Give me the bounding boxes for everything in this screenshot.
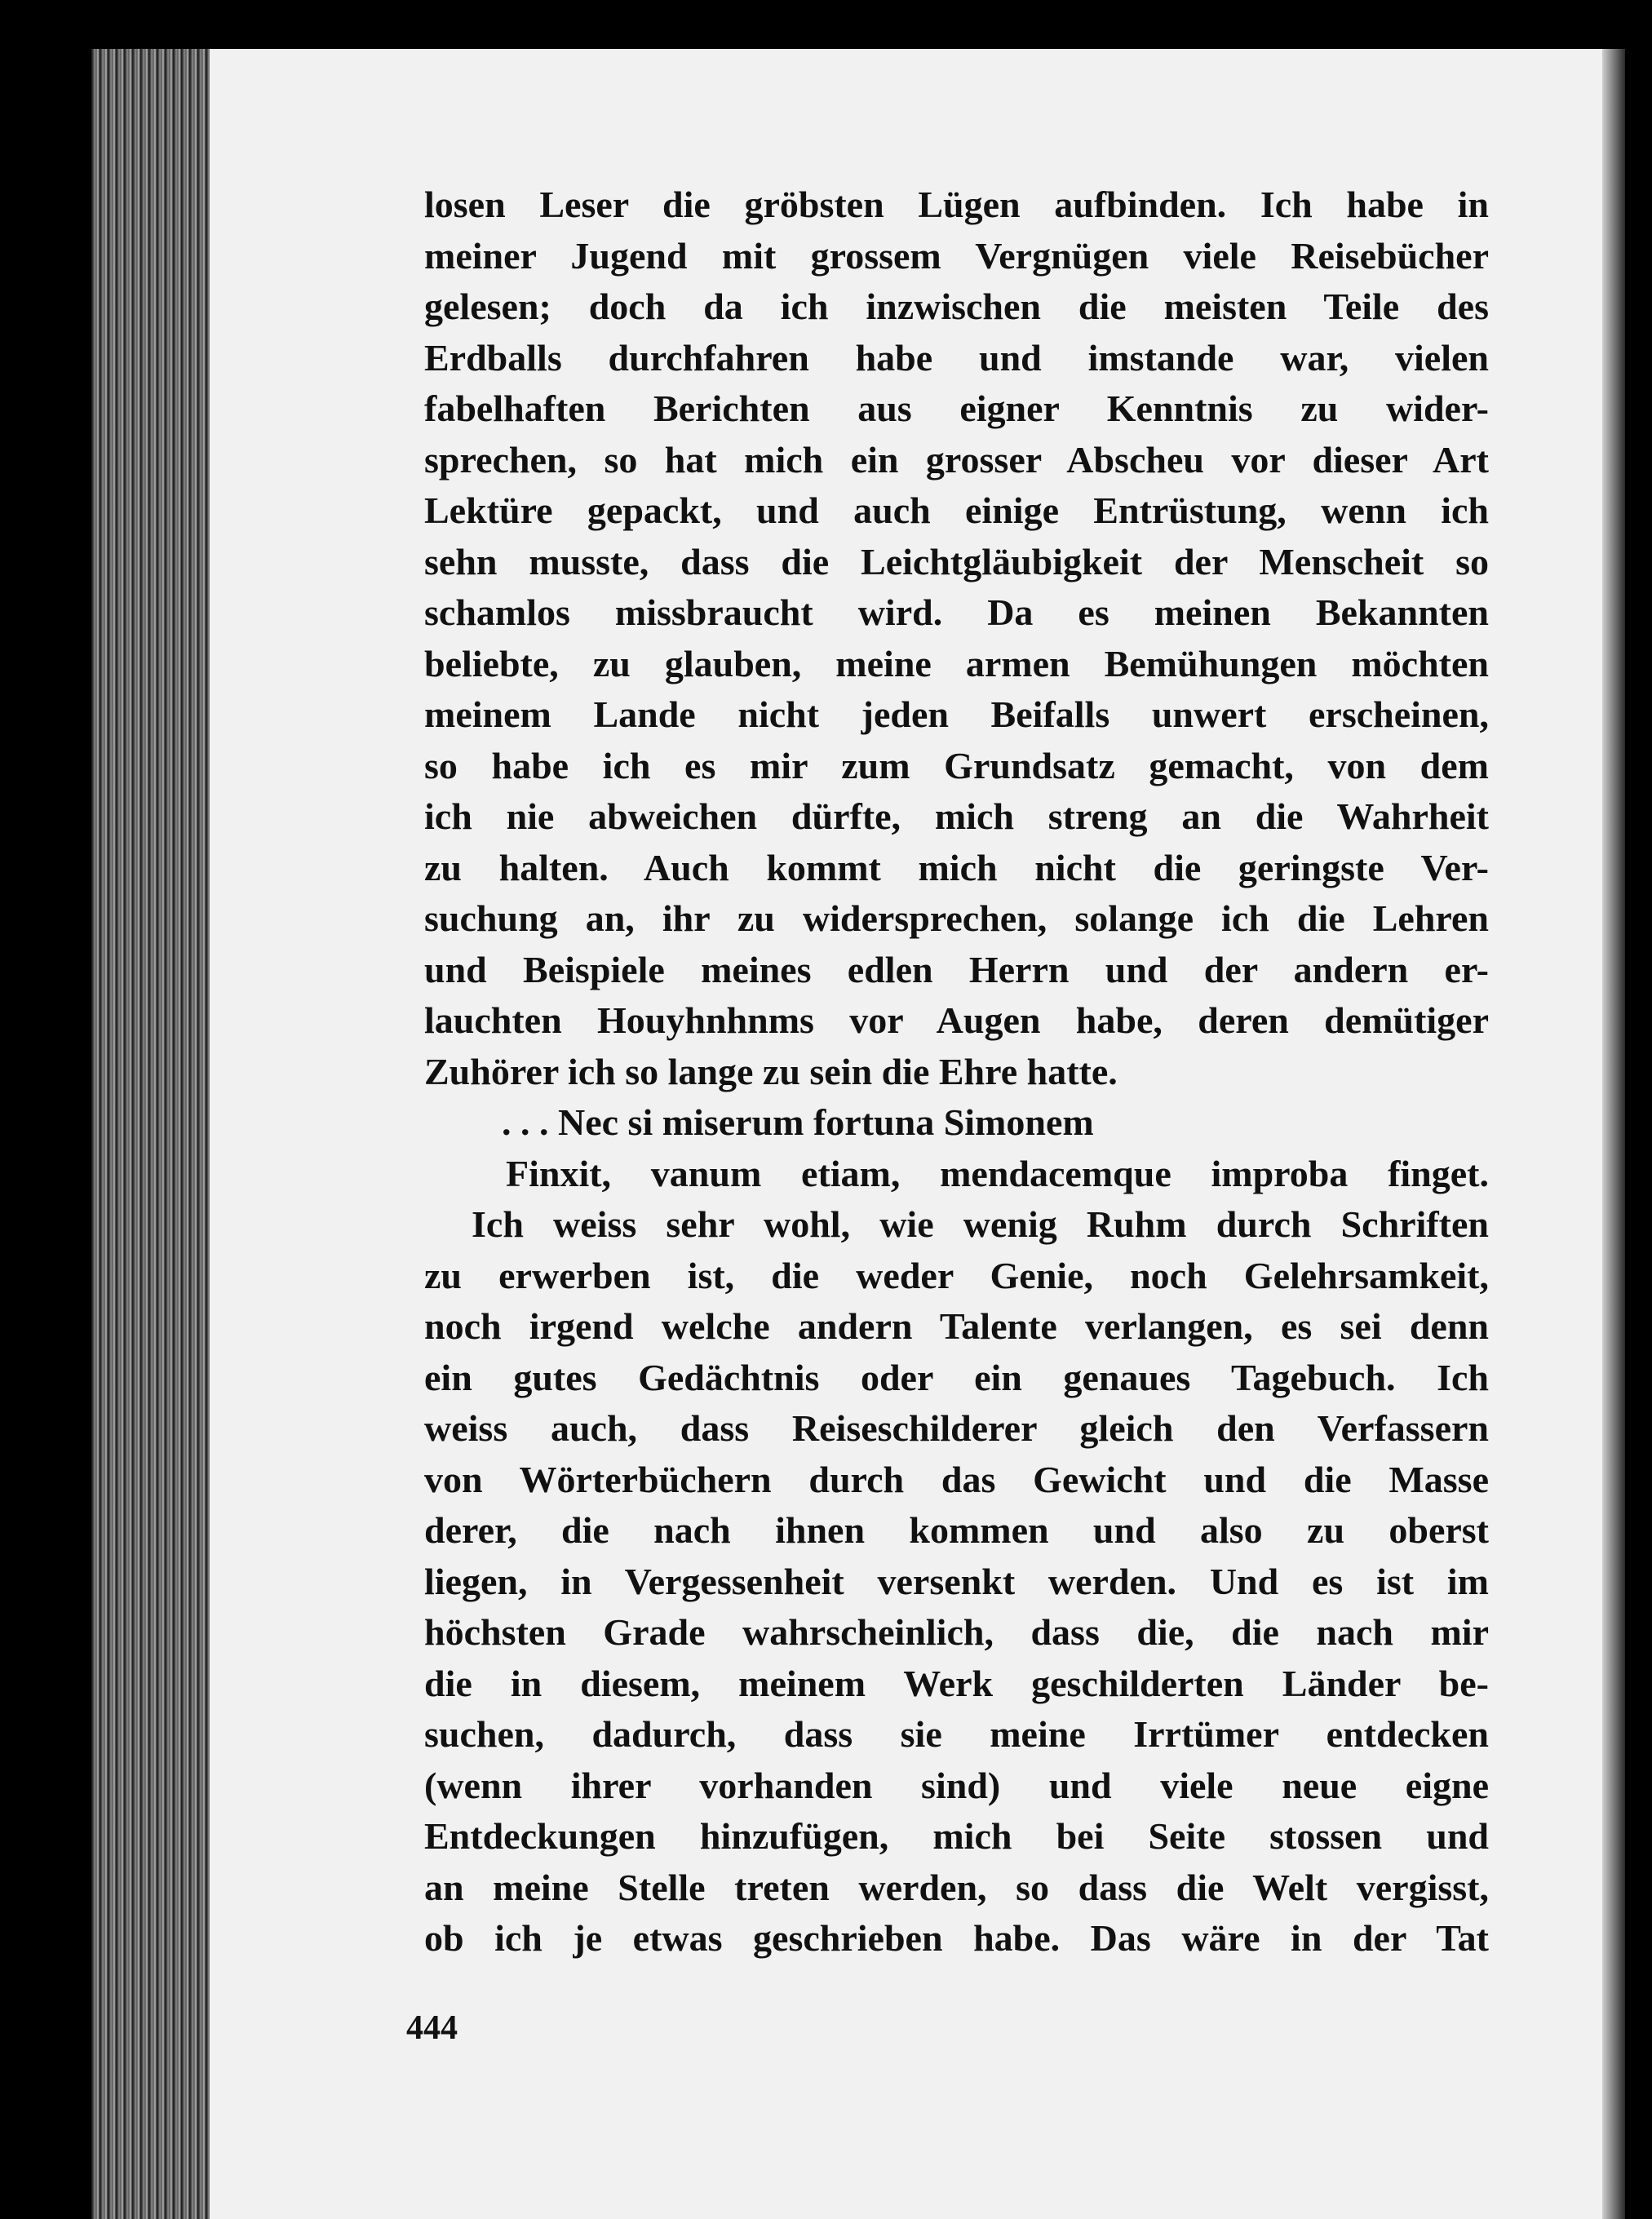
text-line: suchung an, ihr zu widersprechen, solange ich die Lehren (424, 897, 1489, 939)
text-line: ob ich je etwas geschrieben habe. Das wäre in der Tat (424, 1917, 1489, 1959)
text-line: derer, die nach ihnen kommen und also zu oberst (424, 1509, 1489, 1551)
text-line: ein gutes Gedächtnis oder ein genaues Tagebuch. Ich (424, 1356, 1489, 1398)
text-line: und Beispiele meines edlen Herrn und der andern er- (424, 948, 1489, 990)
verse-line: Finxit, vanum etiam, mendacemque improba finget. (506, 1152, 1489, 1194)
text-line: Entdeckungen hinzufügen, mich bei Seite stossen und (424, 1815, 1489, 1857)
text-line: schamlos missbraucht wird. Da es meinen Bekannten (424, 591, 1489, 633)
text-line: zu halten. Auch kommt mich nicht die geringste Ver- (424, 846, 1489, 888)
text-line: die in diesem, meinem Werk geschilderten Länder be- (424, 1662, 1489, 1704)
text-line: gelesen; doch da ich inzwischen die meisten Teile des (424, 286, 1489, 327)
text-line: sehn musste, dass die Leichtgläubigkeit der Menscheit so (424, 540, 1489, 582)
text-line: liegen, in Vergessenheit versenkt werden. Und es ist im (424, 1560, 1489, 1602)
text-line: lauchten Houyhnhnms vor Augen habe, deren demütiger (424, 999, 1489, 1041)
text-line: Lektüre gepackt, und auch einige Entrüstung, wenn ich (424, 489, 1489, 531)
text-line: beliebte, zu glauben, meine armen Bemühungen möchten (424, 642, 1489, 684)
text-line: ich nie abweichen dürfte, mich streng an die Wahrheit (424, 795, 1489, 837)
text-line: Ich weiss sehr wohl, wie wenig Ruhm durch Schriften (472, 1203, 1489, 1245)
text-line: noch irgend welche andern Talente verlangen, es sei denn (424, 1305, 1489, 1347)
book-spine (91, 49, 210, 2219)
text-line: meiner Jugend mit grossem Vergnügen viele Reisebücher (424, 234, 1489, 277)
text-line: suchen, dadurch, dass sie meine Irrtümer entdecken (424, 1713, 1489, 1755)
text-line: fabelhaften Berichten aus eigner Kenntnis zu wider- (424, 388, 1489, 429)
page-number: 444 (406, 2009, 458, 2047)
text-line: an meine Stelle treten werden, so dass die Welt vergisst, (424, 1866, 1489, 1908)
text-line: so habe ich es mir zum Grundsatz gemacht, von dem (424, 744, 1489, 786)
page-edge (1602, 49, 1625, 2219)
body-text (424, 179, 1489, 1964)
text-line: meinem Lande nicht jeden Beifalls unwert erscheinen, (424, 693, 1489, 735)
text-line: Erdballs durchfahren habe und imstande war, vielen (424, 336, 1489, 379)
text-line: (wenn ihrer vorhanden sind) und viele neue eigne (424, 1764, 1489, 1806)
text-line: von Wörterbüchern durch das Gewicht und die Masse (424, 1458, 1489, 1500)
text-line: sprechen, so hat mich ein grosser Abscheu vor dieser Art (424, 438, 1489, 481)
text-line: losen Leser die gröbsten Lügen aufbinden. Ich habe in (424, 184, 1489, 225)
text-line: Zuhörer ich so lange zu sein die Ehre hatte. (424, 1050, 1118, 1092)
text-line: höchsten Grade wahrscheinlich, dass die, die nach mir (424, 1611, 1489, 1653)
verse-line: . . . Nec si miserum fortuna Simonem (502, 1101, 1094, 1143)
text-line: zu erwerben ist, die weder Genie, noch Gelehrsamkeit, (424, 1254, 1489, 1296)
text-line: weiss auch, dass Reiseschilderer gleich den Verfassern (424, 1407, 1489, 1449)
